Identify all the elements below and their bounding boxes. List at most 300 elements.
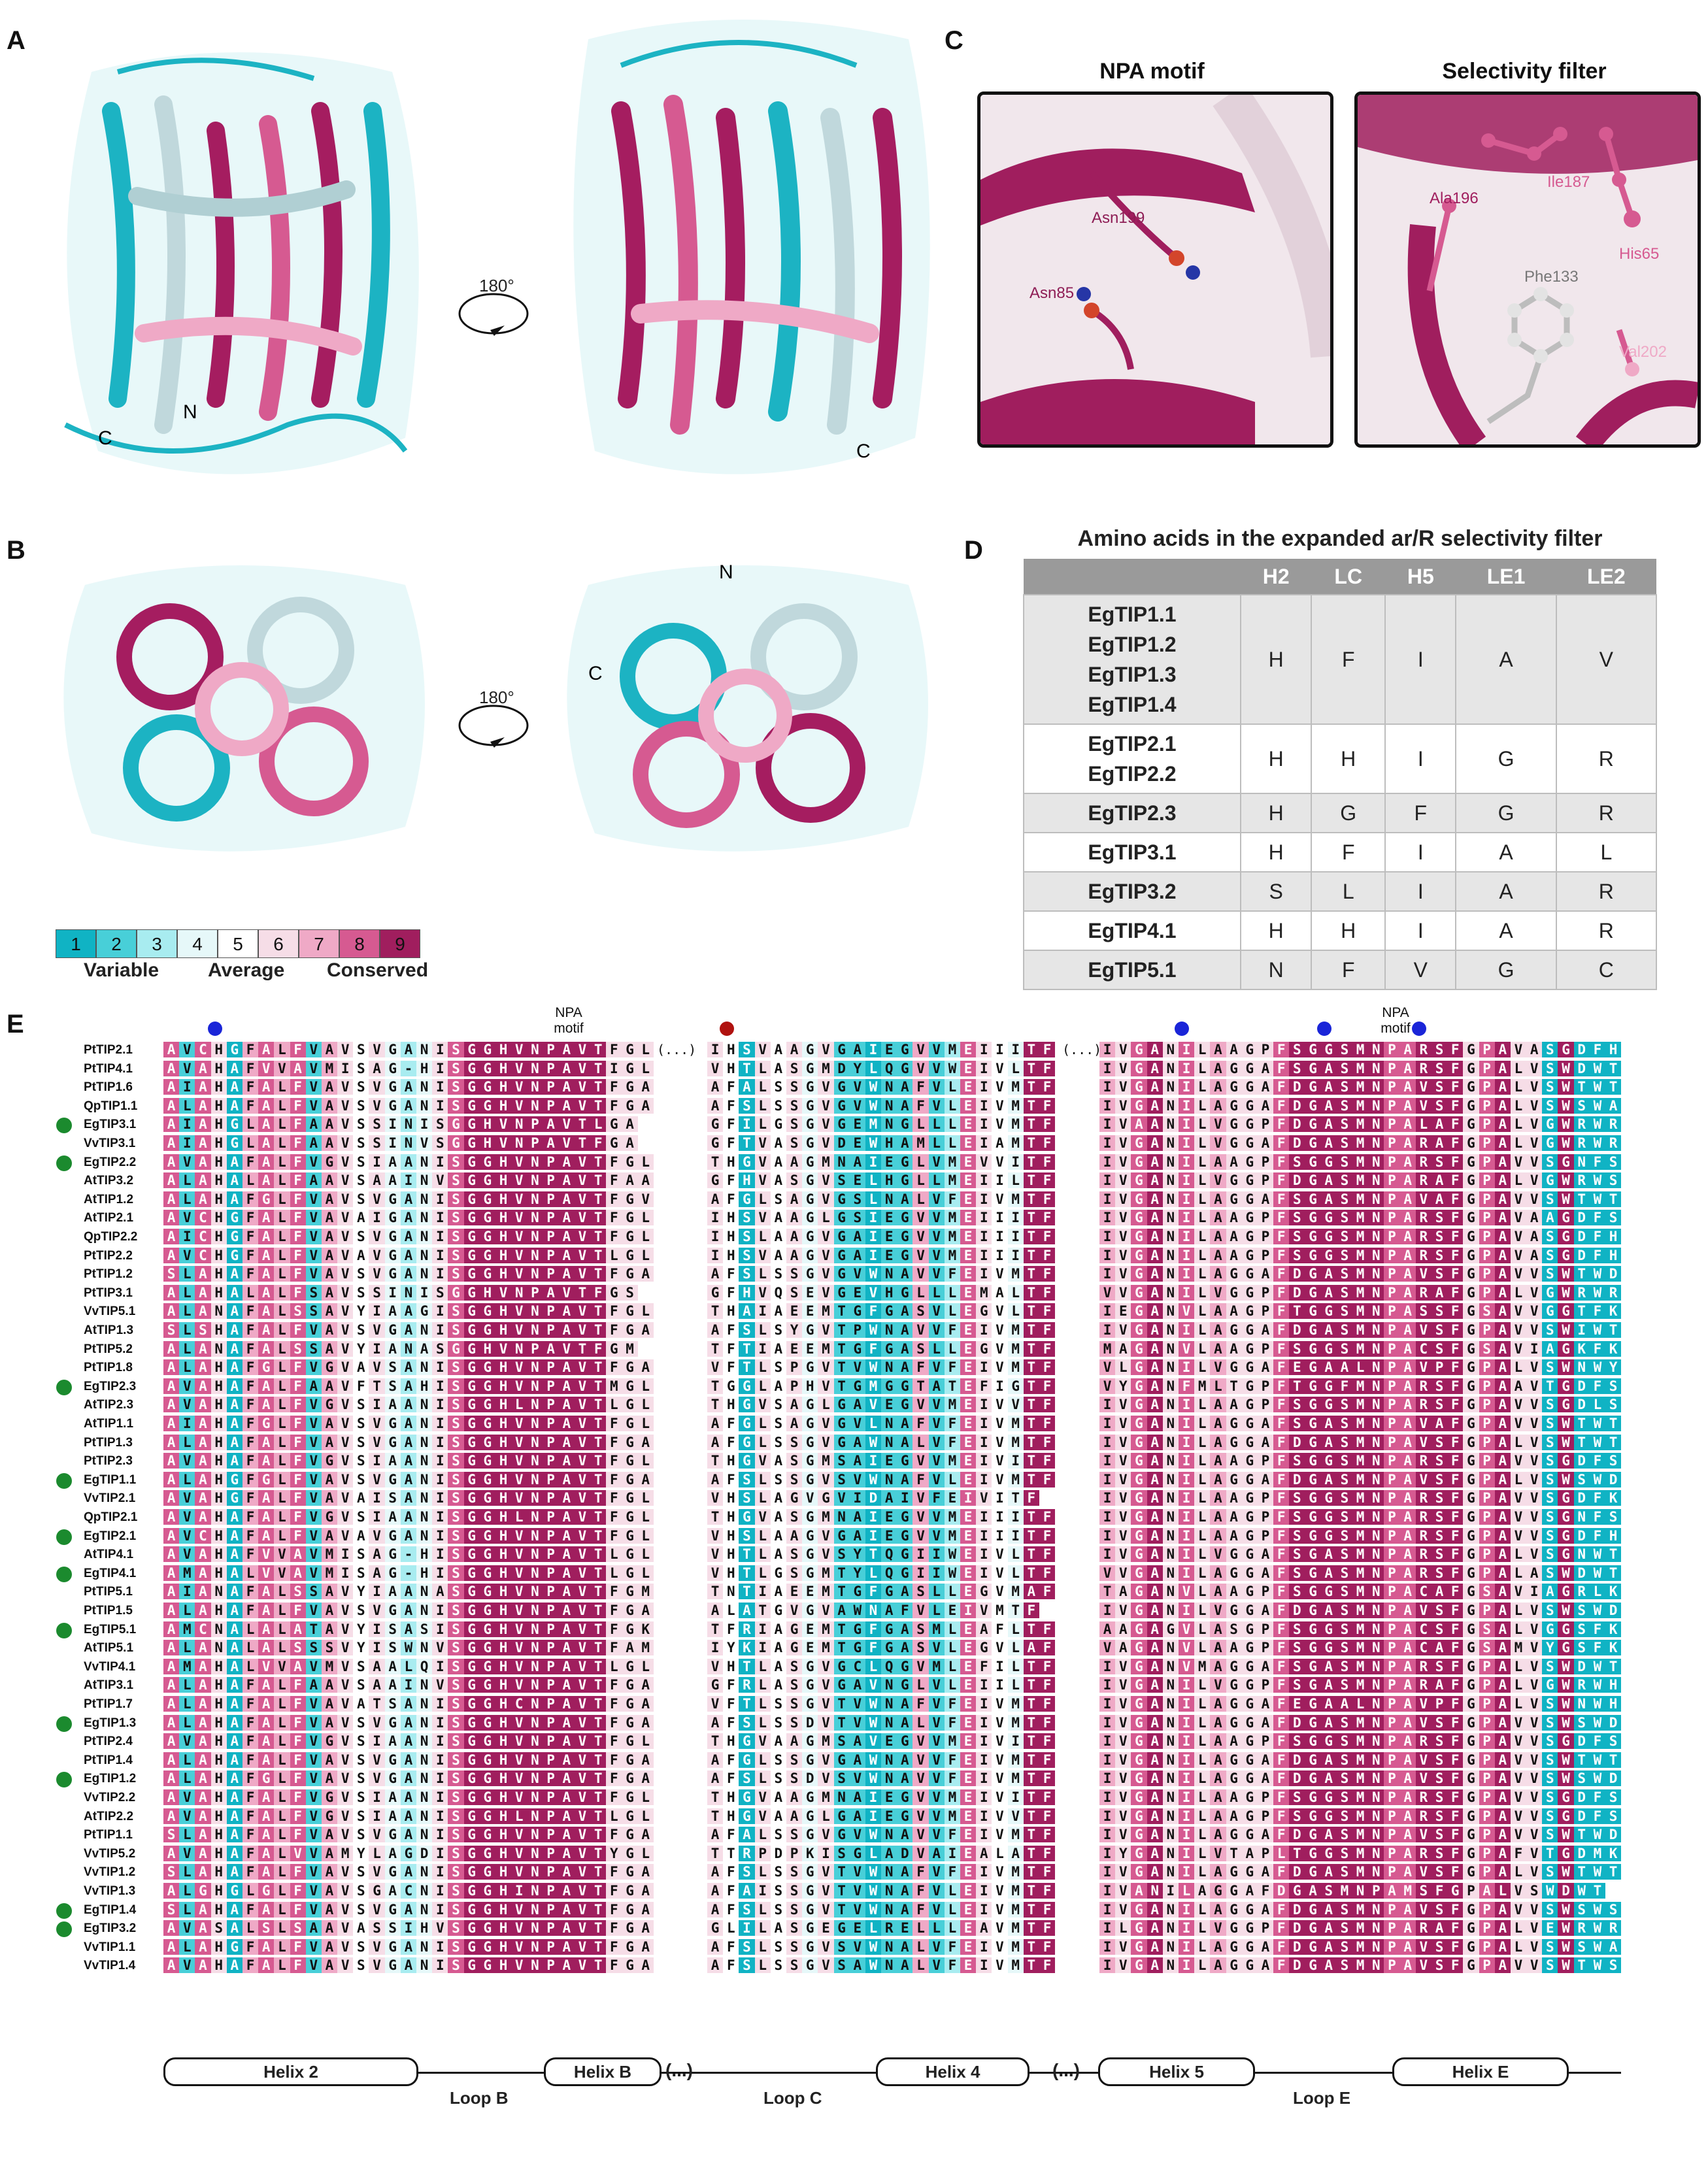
sequence-name: PtTIP3.1 (84, 1286, 133, 1300)
sequence-block: I V G A N I L A A G P F S G G S M N P A R S F G P A V V S G D F S (1099, 1789, 1621, 1805)
sequence-block: A V A H A F A L F V G V S I A A N I S G G H V N P A V T F G L (163, 1733, 654, 1749)
table-row (1024, 793, 1656, 833)
sequence-name: PtTIP1.5 (84, 1604, 133, 1618)
table-cell-h2: S (1241, 872, 1311, 911)
loop-b: Loop B (450, 2088, 509, 2108)
sequence-block: S L A H A F A L F V A V S V G A N I S G G H V N P A V T F G A (163, 1827, 654, 1842)
sequence-name: AtTIP1.2 (84, 1192, 134, 1206)
sequence-name: EgTIP3.2 (84, 1921, 137, 1936)
sequence-block: T H G V A A G L G A I E G V V M E I V V T F (707, 1808, 1055, 1824)
table-cell-h2: H (1241, 595, 1311, 724)
sequence-block: A I A N A F A L S S A V Y I A A N A S G G H V N P A V T F G M (163, 1584, 654, 1599)
table-row-names: EgTIP1.1 EgTIP1.2 EgTIP1.3 EgTIP1.4 (1024, 595, 1241, 724)
sequence-name: EgTIP4.1 (84, 1566, 137, 1580)
sequence-block: I V G A N I L A G G A F D G A S M N P A V S F G P A L V S W S W D (1099, 1472, 1621, 1487)
sequence-name: PtTIP5.1 (84, 1585, 133, 1599)
sequence-name: AtTIP1.3 (84, 1323, 134, 1337)
sequence-block: A V A H A F A L F V G V S I A A N I S G G H V N P A V T F G L (163, 1154, 654, 1170)
sequence-block: I V G A N I L A G G A F D G A S M N P A V S F G P A V V S W T W S (1099, 1957, 1621, 1973)
helix-2: Helix 2 (163, 2057, 418, 2086)
sequence-block: I L G A N I L V G G P F D G A S M N P A R A F G P A L V E W R W R (1099, 1920, 1621, 1936)
sequence-block: V H T L G S G M T Y L Q G I I W E I V L T F (707, 1565, 1055, 1581)
sequence-name: PtTIP4.1 (84, 1061, 133, 1076)
sequence-name: AtTIP2.1 (84, 1211, 134, 1225)
table-cell-le1: G (1456, 950, 1556, 989)
scale-label-variable: Variable (84, 959, 159, 981)
sequence-block: A L A H A F G L F V A V S V G A N I S G G H V N P A V T F G V (163, 1191, 654, 1207)
sequence-block: I V G A N I L A G G A F S G A S M N P A R S F G P A L V S W D W T (1099, 1061, 1621, 1076)
residue-ile187: Ile187 (1547, 173, 1590, 191)
sequence-block: M A G A N V L A A G P F S G G S M N P A C S F G S A V I A G K F K (1099, 1341, 1621, 1357)
sequence-name: AtTIP2.2 (84, 1809, 134, 1823)
sequence-name: EgTIP3.1 (84, 1118, 137, 1132)
sequence-block: I H S L A A G V G A I E G V V M E I I I T F (707, 1229, 1055, 1244)
sequence-name: EgTIP2.1 (84, 1529, 137, 1543)
sequence-block: I V G A N I L V G G A F D G A S M N P A R A F G P A L V G W R W R (1099, 1135, 1621, 1151)
sequence-block: A L A H A F A L F V A V S V G A N I S G G H V N P A V T F G A (163, 1715, 654, 1731)
sequence-block: A I C H G F A L F V A V S V G A N I S G G H V N P A V T F G L (163, 1229, 654, 1244)
npa-motif-zoom (977, 91, 1333, 448)
sequence-block: I E G A N V L A A G P F T G G S M N P A S S F G S A V V G G T F K (1099, 1303, 1621, 1319)
panel-a-structure-right (543, 7, 948, 503)
sequence-block: I V G A N I L A G G A F S G A S M N P A V A F G P A V V S W T W T (1099, 1416, 1621, 1431)
sequence-block: A L A T G V G V A W N A F V L E I V M T F (707, 1603, 1039, 1618)
eg-marker-icon (56, 1921, 72, 1937)
eg-marker-icon (56, 1155, 72, 1171)
sequence-block: S L A H A F A L F V A V S V G A N I S G G H V N P A V T F G A (163, 1902, 654, 1918)
scale-box-3: 3 (137, 929, 177, 958)
npa-motif-label-2: NPA motif (1381, 1005, 1411, 1036)
table-cell-h5: I (1385, 595, 1456, 724)
sequence-name: EgTIP2.2 (84, 1155, 137, 1169)
eg-marker-icon (56, 1529, 72, 1545)
table-cell-h5: I (1385, 724, 1456, 793)
sequence-name: QpTIP2.1 (84, 1510, 138, 1524)
sequence-block: A L A H A F A L F V A V S V G A N I S G G H V N P A V T F G A (163, 1603, 654, 1618)
sequence-block: I V G A N I L A A G P F S G G S M N P A R S F G P A V V S G D F K (1099, 1490, 1621, 1506)
marker-dot-lc (720, 1022, 734, 1036)
sequence-name: VvTIP4.1 (84, 1659, 136, 1674)
table-cell-lc: H (1311, 911, 1385, 950)
scale-label-average: Average (208, 959, 285, 981)
sequence-block: I V G A N I L A A G P F S G G S M N P A R S F G P A V V S G N F S (1099, 1154, 1621, 1170)
sequence-name: AtTIP4.1 (84, 1548, 134, 1562)
rotation-label-a: 180° (479, 276, 514, 295)
sequence-name: QpTIP2.2 (84, 1230, 138, 1244)
sequence-block: T H G V S A G L G A V E G V V M E I V V T F (707, 1397, 1055, 1412)
table-row-names: EgTIP2.1 EgTIP2.2 (1024, 724, 1241, 793)
table-header-row (1024, 559, 1656, 595)
eg-marker-icon (56, 1567, 72, 1582)
scale-box-5: 5 (218, 929, 258, 958)
sequence-block: G F H V Q S E V G E V H G L L L E M A L T F (707, 1285, 1055, 1301)
sequence-block: A F S L S S G V S V W N A F V L E I V M T F (707, 1472, 1055, 1487)
sequence-block: I V G A N I L A A G P F S G G S M N P A R S F G P A V V S G D F H (1099, 1528, 1621, 1544)
sequence-block: G L I L A S G E G E L R E L L L E A V M T F (707, 1920, 1055, 1936)
residue-val202: Val202 (1619, 343, 1667, 361)
gap-1: (...) (665, 2060, 693, 2080)
sequence-block: T F R I A G E M T G F G A S M L E A F L T F (707, 1621, 1055, 1637)
sequence-block: A L A H A F A L F A A V S A A I N V S G G H V N P A V T F G A (163, 1677, 654, 1693)
residue-his65: His65 (1619, 245, 1660, 263)
sequence-block: V F T L S S G V T V W N A F V F E I V M T F (707, 1696, 1055, 1712)
sequence-block: A L A H G F G L F V A V S V G A N I S G G H V N P A V T F G A (163, 1472, 654, 1487)
table-cell-le1: A (1456, 595, 1556, 724)
sequence-block: A V C H G F A L F V A V A I G A N I S G G H V N P A V T F G L (163, 1210, 654, 1225)
sequence-block: I V G A N I L A G G A F S G A S M N P A V A F G P A V V S W T W T (1099, 1191, 1621, 1207)
sequence-block: G F T V A S G V D E W H A M L L E I A M T F (707, 1135, 1055, 1151)
sequence-block: A F S L S S D V S V W N A V V F E I V M T F (707, 1770, 1055, 1786)
label-c-right-b: C (588, 663, 603, 684)
sequence-block: A V A H A F A L F V G V S I A A N I S G G H L N P A V T L G L (163, 1397, 654, 1412)
label-n-left: N (183, 401, 197, 423)
sequence-block: A L A N A L A L S S S V Y I S W N V S G G H V N P A V T F A M (163, 1640, 654, 1655)
sequence-block: A I A H A F A L F V A V S V G A N I S G G H V N P A V T F G A (163, 1079, 654, 1095)
sequence-block: I H S V A A G V G A I E G V V M E I I I T F (707, 1042, 1055, 1057)
sequence-block: V V G A N I L V G G P F D G A S M N P A R A F G P A L V G W R W R (1099, 1285, 1621, 1301)
table-header-h5: H5 (1385, 559, 1456, 595)
scale-box-8: 8 (339, 929, 380, 958)
table-cell-le1: G (1456, 724, 1556, 793)
eg-marker-icon (56, 1118, 72, 1133)
table-row-names: EgTIP5.1 (1024, 950, 1241, 989)
sequence-block: A M A H A L V V A V M V S A A L Q I S G G H V N P A V T L G L (163, 1659, 654, 1674)
sequence-block: A V A H A F V V A V M I S A G - H I S G G H V N P A V T I G L (163, 1061, 654, 1076)
sequence-name: EgTIP2.3 (84, 1379, 137, 1393)
panel-label-d: D (964, 536, 983, 565)
panel-a-structure-left (39, 33, 444, 503)
table-cell-le1: A (1456, 833, 1556, 872)
scale-box-4: 4 (177, 929, 218, 958)
table-header-lc: LC (1311, 559, 1385, 595)
table-header-le1: LE1 (1456, 559, 1556, 595)
npa-motif-label-1: NPA motif (554, 1005, 584, 1036)
sequence-block: A F S L S S G V T V W N A F V L E I V M T F (707, 1902, 1055, 1918)
sequence-block: A L A N A F A L S S A V Y I A N A S G G H V N P A V T F G M (163, 1341, 638, 1357)
sequence-block: A F S L S S G V G V W N A V V F E I V M T F (707, 1266, 1055, 1282)
panel-label-e: E (7, 1010, 24, 1038)
sequence-block: T H G V A A G M S A V E G V V M E I V I T F (707, 1733, 1055, 1749)
sequence-block: A L A H A F G L F V G V A V S A N I S G G H V N P A V T F G A (163, 1359, 654, 1375)
sequence-block: I Y K I A G E M T G F G A S V L E G V L A F (707, 1640, 1055, 1655)
sequence-block: I V G A N I L A G G A F D G A S M N P A V S F G P A V V S W S W D (1099, 1770, 1621, 1786)
sequence-block: I V G A N I L A G G A F D G A S M N P A V S F G P A V V S W S W D (1099, 1715, 1621, 1731)
sequence-block: V H T L A S G M D Y L Q G V V W E I V L T F (707, 1061, 1055, 1076)
npa-motif-title: NPA motif (1099, 59, 1205, 84)
sequence-block: I V G A N I L A A G P F S G G S M N P A R S F G P A V V S G D F S (1099, 1453, 1621, 1469)
table-cell-h2: N (1241, 950, 1311, 989)
sequence-name: PtTIP1.4 (84, 1753, 133, 1767)
scale-box-6: 6 (258, 929, 299, 958)
sequence-block: A F A L S S G V G V W N A V V F E I V M T F (707, 1827, 1055, 1842)
sequence-block: V L G A N I L V G G A F E G A A L N P A V P F G P A L V S W N W Y (1099, 1359, 1621, 1375)
loop-e: Loop E (1293, 2088, 1351, 2108)
eg-marker-icon (56, 1473, 72, 1489)
sequence-name: PtTIP1.2 (84, 1267, 133, 1282)
sequence-block: A A G A G V L A S G P F S G G S M N P A C S F G S A L V G G S F K (1099, 1621, 1621, 1637)
sequence-block: T H G V A A G M N A I E G L V M E V V I T F (707, 1154, 1055, 1170)
sequence-block: A M C N A L A L A T A V Y I S A S I S G G H V N P A V T F G K (163, 1621, 654, 1637)
sequence-block: I V G A N I L A G G A F D G A S M N P A V S F G P A L V S W T W T (1099, 1079, 1621, 1095)
sequence-name: PtTIP1.3 (84, 1435, 133, 1450)
table-cell-le2: R (1556, 911, 1656, 950)
sequence-name: VvTIP2.1 (84, 1491, 136, 1506)
table-d-title: Amino acids in the expanded ar/R selectivity filter (1077, 526, 1603, 551)
table-header-blank (1024, 559, 1241, 595)
sequence-name: AtTIP3.1 (84, 1678, 134, 1693)
residue-asn85: Asn85 (1030, 284, 1075, 302)
table-cell-lc: H (1311, 724, 1385, 793)
table-header-le2: LE2 (1556, 559, 1656, 595)
sequence-block: I H S V A A G L G S I E G V V M E I I I T F (707, 1210, 1055, 1225)
scale-label-conserved: Conserved (327, 959, 429, 981)
sequence-block: A V A S A L S L S A A V A S S I H V S G G H V N P A V T F G A (163, 1920, 654, 1936)
sequence-block: A V A H A F A L F V G V S I A A N I S G G H L N P A V T L G L (163, 1808, 654, 1824)
gap-2: (...) (1052, 2060, 1080, 2080)
sequence-name: EgTIP5.1 (84, 1622, 137, 1637)
sequence-block: A V A H A F A L F V G V S I A A N I S G G H V N P A V T F G L (163, 1453, 654, 1469)
table-cell-lc: G (1311, 793, 1385, 833)
selectivity-filter-zoom (1354, 91, 1701, 448)
sequence-name: AtTIP1.1 (84, 1417, 134, 1431)
panel-label-b: B (7, 536, 25, 565)
sequence-block: A V A H A F A L F V G V S I A A N I S G G H V N P A V T F G L (163, 1789, 654, 1805)
residue-asn199: Asn199 (1092, 209, 1145, 227)
label-c-left: C (98, 427, 112, 449)
table-cell-le2: R (1556, 724, 1656, 793)
sequence-block: A L A H A F A L F V A V S V G A N I S G G H V N P A V T F G A (163, 1435, 654, 1450)
sequence-name: AtTIP5.1 (84, 1641, 134, 1655)
panel-label-a: A (7, 26, 25, 55)
table-cell-h2: H (1241, 833, 1311, 872)
sequence-name: PtTIP2.2 (84, 1248, 133, 1263)
table-row-names: EgTIP2.3 (1024, 793, 1241, 833)
sequence-name: PtTIP1.7 (84, 1697, 133, 1711)
marker-dot-h5 (1175, 1022, 1189, 1036)
helix-4: Helix 4 (876, 2057, 1030, 2086)
rotation-label-b: 180° (479, 688, 514, 707)
sequence-block: A M A H A L V V A V M I S A G - H I S G G H V N P A V T L G L (163, 1565, 654, 1581)
table-cell-lc: F (1311, 595, 1385, 724)
sequence-block: I V G A N I L A A G P F S G G S M N P A R S F G P A V V S G D F S (1099, 1808, 1621, 1824)
sequence-block: A I A H G L A L F A A V S S I N V S G G H V N P A V T F G A (163, 1135, 638, 1151)
sequence-block: A V A H A F A L F A A V F T S A H I S G G H V N P A V T M G L (163, 1378, 654, 1394)
sequence-block: I V G A N I L A A G P F S G G S M N P A R S F G P A V A A G D F S (1099, 1210, 1621, 1225)
table-row-names: EgTIP3.2 (1024, 872, 1241, 911)
table-cell-h5: I (1385, 872, 1456, 911)
table-cell-le2: C (1556, 950, 1656, 989)
sequence-block: V H S L A G V G V I D A I V F E I V I T F (707, 1490, 1039, 1506)
sequence-block: I V G A N I L V G G P F S G A S M N P A R A F G P A L V G W R W H (1099, 1677, 1621, 1693)
marker-dot-h2 (208, 1022, 222, 1036)
sequence-block: T H G V A A G M N A I E G V V M E I V I T F (707, 1789, 1055, 1805)
sequence-block: I V G A N I L A G G A F E G A A L N P A V P F G P A L V S W N W H (1099, 1696, 1621, 1712)
sequence-block: A L A N A F A L S S A V Y I A A G I S G G H V N P A V T F G L (163, 1303, 654, 1319)
sequence-block: A L A H A L A L F A A V S A A I N V S G G H V N P A V T F A A (163, 1172, 654, 1188)
sequence-block: T H A I A E E M T G F G A S V L E G V L T F (707, 1303, 1055, 1319)
sequence-block: V Y G A N F M L T G P F T G G F M N P A R S F G P A A V T G D F S (1099, 1378, 1621, 1394)
sequence-block: I V G A N I L A A G P F S G G S M N P A R S F G P A V A S G D F H (1099, 1248, 1621, 1263)
sequence-name: AtTIP3.2 (84, 1174, 134, 1188)
sequence-block: A L A H A L A L F S A V S S I N I S G G H V N P A V T F G S (163, 1285, 638, 1301)
sequence-block: A V A H A F A L V V A M Y L A G D I S G G H V N P A V T Y G L (163, 1846, 654, 1861)
sequence-name: VvTIP5.1 (84, 1304, 136, 1319)
sequence-block: V F T L S P G V T V W N A F V F E I V M T F (707, 1359, 1055, 1375)
table-cell-h5: F (1385, 793, 1456, 833)
scale-box-7: 7 (299, 929, 339, 958)
sequence-block: I V G A N I L A G G A F D G A S M N P A V S F G P A L V S W S W A (1099, 1939, 1621, 1955)
sequence-name: VvTIP1.1 (84, 1940, 136, 1954)
sequence-name: EgTIP1.3 (84, 1716, 137, 1730)
table-header-h2: H2 (1241, 559, 1311, 595)
sequence-block: V A G A N V L A A G P F S G G S M N P A C A F G S A M V Y G S F K (1099, 1640, 1621, 1655)
eg-marker-icon (56, 1380, 72, 1395)
label-n-right-b: N (719, 561, 733, 583)
sequence-block: V V G A N I L A G G A F S G A S M N P A R S F G P A L A S W D W T (1099, 1565, 1621, 1581)
sequence-block: T G G L A P H V T G M G G T A T E F I G T F (707, 1378, 1055, 1394)
sequence-name: VvTIP5.2 (84, 1846, 136, 1861)
table-cell-h5: V (1385, 950, 1456, 989)
sequence-block: I Y G A N I L V T A P L T G G S M N P A R S F G P A F V T G D M K (1099, 1846, 1621, 1861)
sequence-name: PtTIP1.1 (84, 1828, 133, 1842)
sequence-block: A L A H A F A L F V A V S V G A N I S G G H V N P A V T F G A (163, 1752, 654, 1768)
sequence-block: A V A H A F A L F V G V S I A A N I S G G H L N P A V T F G L (163, 1509, 654, 1525)
helix-5: Helix 5 (1098, 2057, 1255, 2086)
residue-ala196: Ala196 (1430, 190, 1479, 207)
sequence-block: S L A H A F A L F V A V S V G A N I S G G H V N P A V T F G A (163, 1864, 654, 1880)
sequence-block: S L S H A F A L F V A V S V G A N I S G G H V N P A V T F G A (163, 1322, 654, 1338)
table-row (1024, 724, 1656, 793)
table-cell-le2: R (1556, 872, 1656, 911)
sequence-block: I V G A N I L A G G A F D G A S M N P A V S F G P A V V S W T W D (1099, 1266, 1621, 1282)
helix-e: Helix E (1392, 2057, 1569, 2086)
selectivity-filter-table (1023, 559, 1657, 990)
sequence-block: I V G A N I L A A G P F S G G S M N P A R S F G P A V V S G D L S (1099, 1397, 1621, 1412)
sequence-block: T N T I A E E M T G F G A S L L E G V M A F (707, 1584, 1055, 1599)
table-cell-h2: H (1241, 793, 1311, 833)
scale-box-2: 2 (96, 929, 137, 958)
sequence-block: A L A H G F A L F V A V S V G A N I S G G H V N P A V T F G A (163, 1939, 654, 1955)
panel-label-c: C (945, 26, 963, 55)
sequence-name: PtTIP1.8 (84, 1361, 133, 1375)
sequence-block: I H S V A A G V G A I E G V V M E I I I T F (707, 1248, 1055, 1263)
sequence-block: I V A A N I L V G G P F D G A S M N P A L A F G P A L V G W R W R (1099, 1116, 1621, 1132)
sequence-block: A F G L S S G V G A W N A L V F E I V M T F (707, 1435, 1055, 1450)
sequence-block: V H T L A S G V S Y T Q G I I W E I V L T F (707, 1546, 1055, 1562)
table-cell-h2: H (1241, 724, 1311, 793)
sequence-block: A V A H A F A L F V A V S V G A N I S G G H V N P A V T F G A (163, 1957, 654, 1973)
sequence-name: AtTIP2.3 (84, 1398, 134, 1412)
helix-b: Helix B (544, 2057, 661, 2086)
sequence-block: A F S L S S G V G V W N A F V L E I V M T F (707, 1098, 1055, 1114)
sequence-block: A L A H A F A L F V A V A T S A N I S G G H C N P A V T F G A (163, 1696, 654, 1712)
table-cell-h5: I (1385, 833, 1456, 872)
sequence-block: I V G A N I L A A G P F S G G S M N P A R S F G P A V A S G D F H (1099, 1229, 1621, 1244)
panel-b-structure-right (543, 546, 948, 866)
sequence-block: A F S L S S D V T V W N A L V F E I V M T F (707, 1715, 1055, 1731)
gap-ellipsis: (...) (657, 1042, 697, 1057)
table-cell-le1: G (1456, 793, 1556, 833)
sequence-block: I V G A N I L A G G A F D G A S M N P A V S F G P A V V S W S W S (1099, 1902, 1621, 1918)
sequence-block: I V G A N I L A G G A F D G A S M N P A V S F G P A V V S W I W T (1099, 1322, 1621, 1338)
eg-marker-icon (56, 1623, 72, 1638)
sequence-block: A L A H A F G L F V A V S V G A N I S G G H V N P A V T F G A (163, 1770, 654, 1786)
sequence-block: A F S L S S G V S V W N A L V F E I V M T F (707, 1939, 1055, 1955)
sequence-name: EgTIP1.4 (84, 1902, 137, 1917)
gap-ellipsis: (...) (1062, 1042, 1102, 1057)
sequence-block: I V G A N I L A A G P F S G G S M N P A R S F G P A V V S G N F S (1099, 1509, 1621, 1525)
sequence-block: A F G L S A G V G S L N A L V F E I V M T F (707, 1191, 1055, 1207)
sequence-block: A V C H G F A L F V A V A V G A N I S G G H V N P A V T L G L (163, 1248, 654, 1263)
table-row (1024, 595, 1656, 724)
sequence-name: VvTIP1.3 (84, 1884, 136, 1898)
sequence-block: I V G A N I L A G G A F D G A S M N P A V S F G P A L V S W T W T (1099, 1864, 1621, 1880)
sequence-block: G F R L A S G V G A V N G L V L E I I L T F (707, 1677, 1055, 1693)
loop-c: Loop C (763, 2088, 822, 2108)
sequence-block: I V A N I L A G G A F D G A S M N P A M S F G P A L V S W D W T (1099, 1883, 1605, 1899)
table-cell-le1: A (1456, 911, 1556, 950)
table-cell-le2: R (1556, 793, 1656, 833)
sequence-block: A L G H G L G L F V A V S G A C N I S G G H I N P A V T F G A (163, 1883, 654, 1899)
sequence-name: VvTIP3.1 (84, 1137, 136, 1150)
sequence-name: QpTIP1.1 (84, 1099, 138, 1113)
sequence-block: A I A H A F G L F V A V S V G A N I S G G H V N P A V T F G L (163, 1416, 654, 1431)
sequence-block: I V G A N I L V G G A F D G A S M N P A V S F G P A L V S W S W D (1099, 1603, 1621, 1618)
sequence-block: V H S L A A G V G A I E G V V M E I I I T F (707, 1528, 1055, 1544)
sequence-name: PtTIP2.1 (84, 1043, 133, 1057)
sequence-name: PtTIP5.2 (84, 1342, 133, 1356)
label-c-right: C (856, 440, 871, 462)
sequence-block: I V G A N I L A G G A F D G A S M N P A V S F G P A V V S W T W D (1099, 1827, 1621, 1842)
sequence-block: I V G A N I L A A G P F S G G S M N P A R S F G P A V V S G D F S (1099, 1733, 1621, 1749)
table-row (1024, 950, 1656, 989)
sequence-block: T H G V A S G M N A I E G V V M E I I I T F (707, 1509, 1055, 1525)
sequence-block: I V G A N I L V G G P F D G A S M N P A R A F G P A L V G W R W S (1099, 1172, 1621, 1188)
table-row (1024, 872, 1656, 911)
table-cell-lc: L (1311, 872, 1385, 911)
table-cell-le1: A (1456, 872, 1556, 911)
sequence-name: PtTIP2.4 (84, 1735, 133, 1749)
sequence-name: EgTIP1.1 (84, 1472, 137, 1487)
sequence-block: I V G A N I L A A G P F S G G S M N P A R S F G P A V A S G D F H (1099, 1042, 1621, 1057)
selectivity-filter-title: Selectivity filter (1442, 59, 1607, 84)
sequence-block: T T R P D P K I S G L A D V A I E A L A T F (707, 1846, 1055, 1861)
sequence-block: A F S L S Y G V T P W N A V V F E I V M T F (707, 1322, 1055, 1338)
eg-marker-icon (56, 1903, 72, 1919)
sequence-block: A V C H G F A L F V A V S V G A N I S G G H V N P A V T F G L (163, 1042, 654, 1057)
scale-box-9: 9 (380, 929, 420, 958)
table-cell-h5: I (1385, 911, 1456, 950)
eg-marker-icon (56, 1716, 72, 1732)
table-row (1024, 833, 1656, 872)
sequence-block: G F I L G S G V G E M N G L L L E I V M T F (707, 1116, 1055, 1132)
sequence-block: G F H V A S G V S E L H G L L M E I I L T F (707, 1172, 1055, 1188)
table-cell-lc: F (1311, 950, 1385, 989)
sequence-name: EgTIP1.2 (84, 1772, 137, 1786)
table-cell-h2: H (1241, 911, 1311, 950)
sequence-block: T H G V A S G M S A I E G V V M E I V I T F (707, 1453, 1055, 1469)
table-row-names: EgTIP4.1 (1024, 911, 1241, 950)
sequence-block: I V G A N V M A G G A F S G A S M N P A R S F G P A L V S W D W T (1099, 1659, 1621, 1674)
sequence-block: A I A H G L A L F A A V S S I N I S G G H V N P A V T L G A (163, 1116, 638, 1132)
sequence-block: I V G A N I L A G G A F D G A S M N P A V S F G P A L V S W T W T (1099, 1435, 1621, 1450)
table-cell-le2: V (1556, 595, 1656, 724)
sequence-block: T F T I A E E M T G F G A S L L E G V M T F (707, 1341, 1055, 1357)
sequence-name: PtTIP1.6 (84, 1080, 133, 1095)
sequence-block: S L A H A F A L F V A V S V G A N I S G G H V N P A V T F G A (163, 1266, 654, 1282)
sequence-block: A F S L S S G V T V W N A F V F E I V M T F (707, 1864, 1055, 1880)
sequence-name: VvTIP1.4 (84, 1959, 136, 1973)
